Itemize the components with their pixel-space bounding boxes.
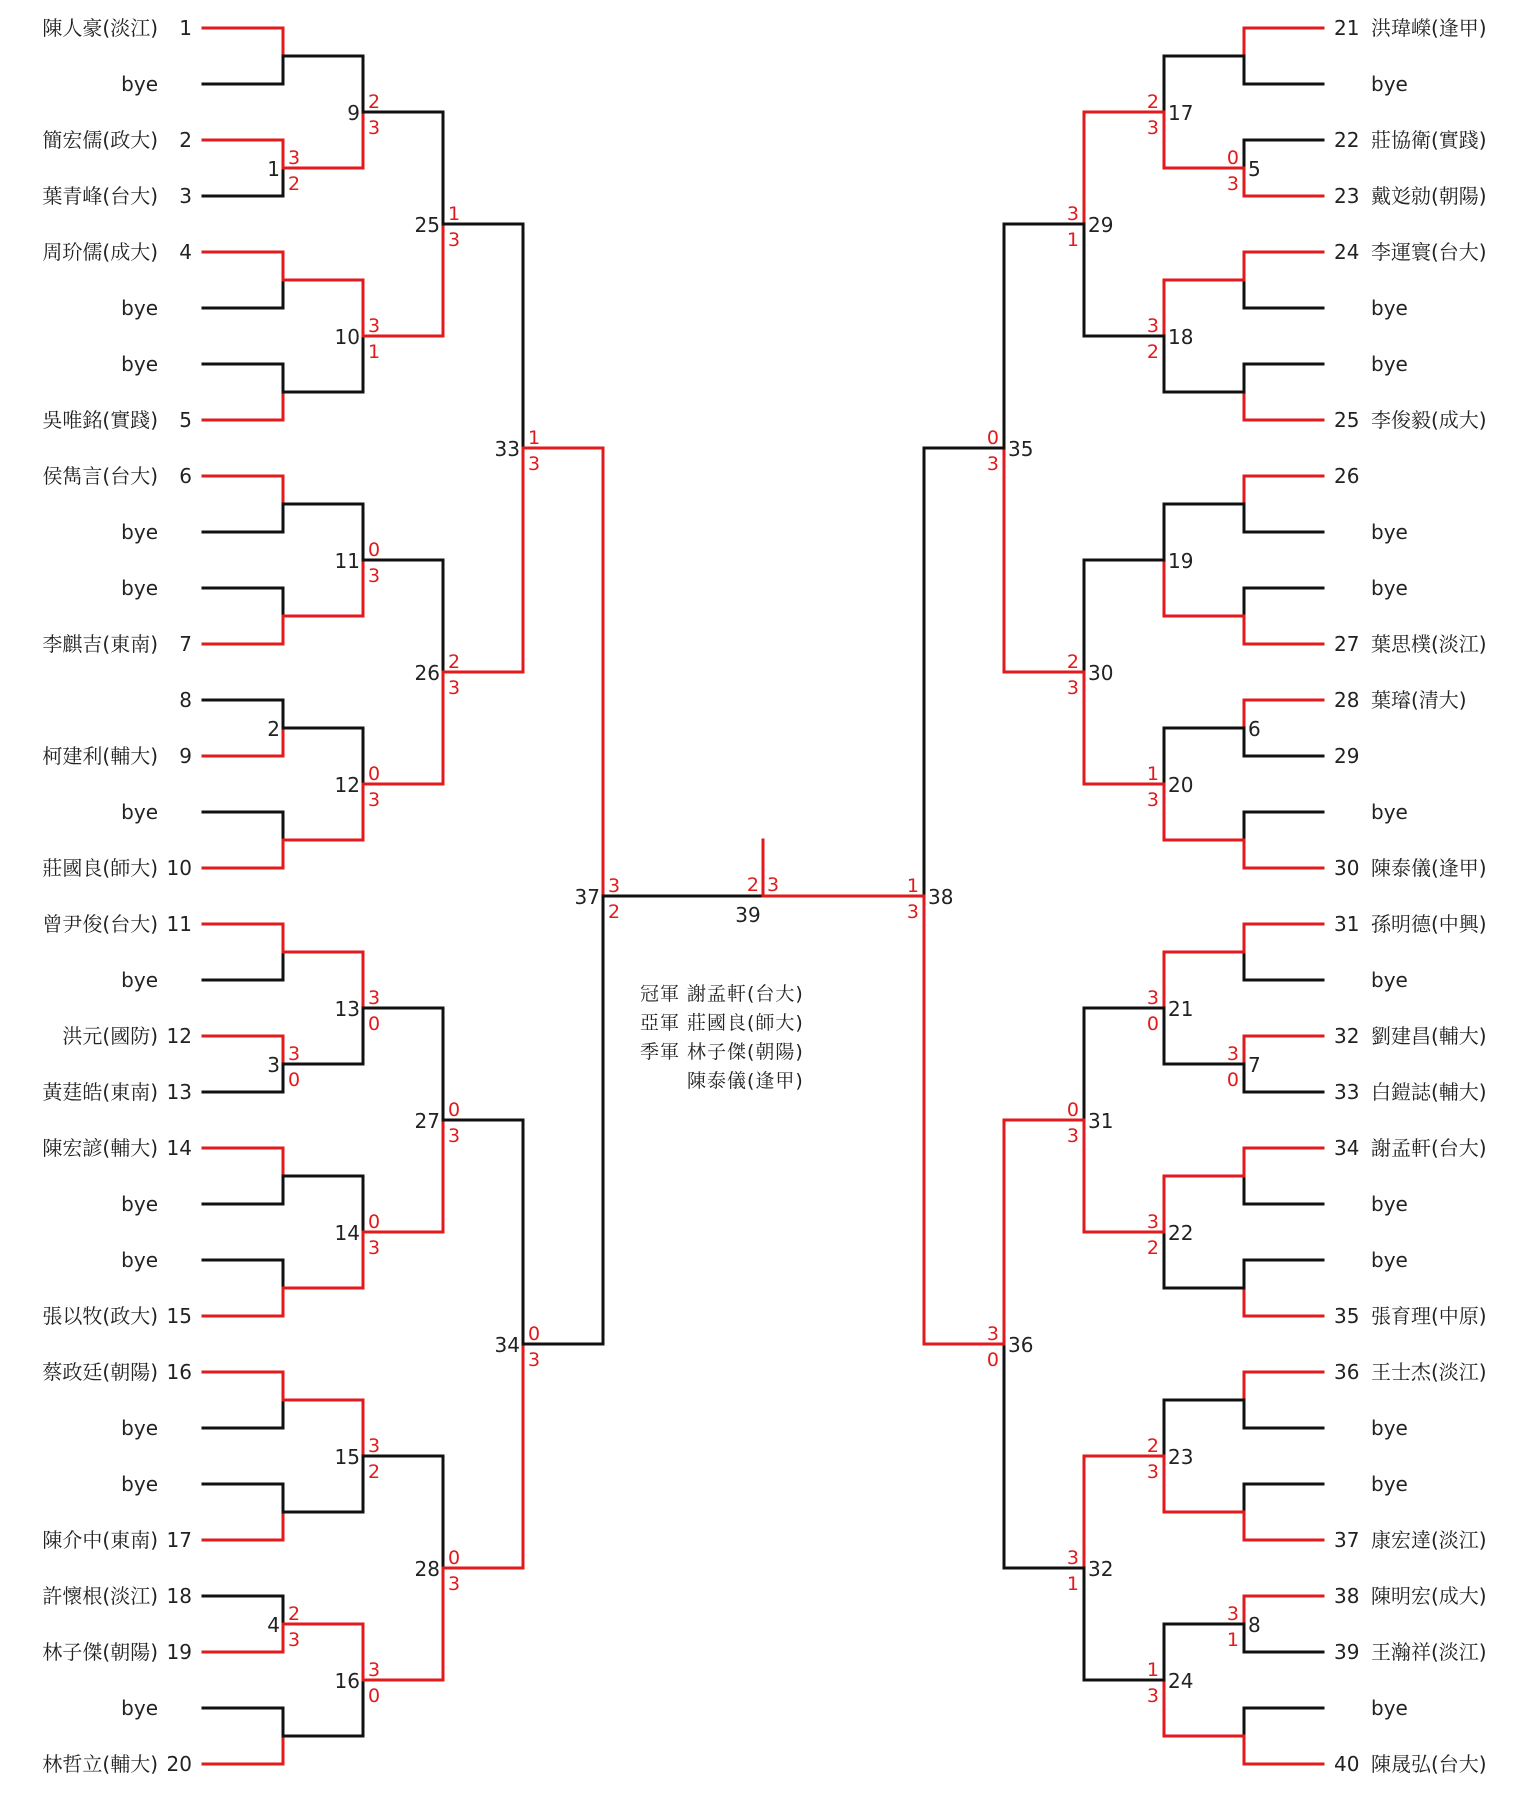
match-number: 12 — [334, 773, 360, 797]
result-third-name-2: 陳泰儀(逢甲) — [687, 1070, 804, 1092]
score-top: 3 — [986, 1323, 999, 1345]
entrant-name: bye — [1371, 72, 1408, 96]
entrant-name: bye — [1371, 520, 1408, 544]
score-top: 0 — [986, 427, 999, 449]
entrant-seed: 30 — [1334, 856, 1360, 880]
entrant-seed: 12 — [166, 1024, 192, 1048]
entrant-name: 莊國良(師大) — [42, 856, 158, 880]
entrant-seed: 22 — [1334, 128, 1360, 152]
score-bottom: 3 — [1066, 1125, 1079, 1147]
entrant-name: 林子傑(朝陽) — [42, 1640, 158, 1664]
score-top: 3 — [1146, 315, 1159, 337]
entrant-name: 李俊毅(成大) — [1371, 408, 1487, 432]
score-bottom: 3 — [528, 1349, 541, 1371]
match-number: 10 — [334, 325, 360, 349]
entrant-seed: 36 — [1334, 1360, 1360, 1384]
score-bottom: 3 — [1146, 1461, 1159, 1483]
entrant-seed: 35 — [1334, 1304, 1360, 1328]
final-match-number: 39 — [735, 903, 761, 927]
entrant-name: 吳唯銘(實踐) — [42, 408, 158, 432]
score-bottom: 2 — [1146, 1237, 1159, 1259]
entrant-name: 洪元(國防) — [62, 1024, 158, 1048]
score-top: 2 — [288, 1603, 301, 1625]
score-bottom: 3 — [448, 229, 461, 251]
entrant-name: 陳明宏(成大) — [1371, 1584, 1487, 1608]
entrant-name: bye — [121, 1248, 158, 1272]
score-top: 3 — [288, 1043, 301, 1065]
match-number: 24 — [1168, 1669, 1194, 1693]
score-bottom: 3 — [1146, 1685, 1159, 1707]
entrant-name: bye — [121, 968, 158, 992]
entrant-name: 洪瑋嶸(逢甲) — [1371, 16, 1487, 40]
score-top: 1 — [528, 427, 541, 449]
match-number: 19 — [1168, 549, 1194, 573]
match-number: 30 — [1088, 661, 1114, 685]
match-number: 33 — [494, 437, 520, 461]
score-top: 3 — [1226, 1603, 1239, 1625]
entrant-name: 許懷根(淡江) — [42, 1584, 158, 1608]
match-number: 38 — [928, 885, 954, 909]
score-top: 0 — [368, 1211, 381, 1233]
entrant-name: 陳宏諺(輔大) — [42, 1136, 158, 1160]
match-number: 31 — [1088, 1109, 1114, 1133]
entrant-name: 曾尹俊(台大) — [42, 912, 158, 936]
entrant-name: bye — [1371, 800, 1408, 824]
score-bottom: 3 — [448, 677, 461, 699]
entrant-seed: 14 — [166, 1136, 192, 1160]
score-top: 3 — [1146, 987, 1159, 1009]
match-number: 23 — [1168, 1445, 1194, 1469]
score-top: 3 — [608, 875, 621, 897]
results-box — [640, 983, 804, 1092]
match-number: 5 — [1248, 157, 1261, 181]
score-top: 1 — [1146, 763, 1159, 785]
score-bottom: 0 — [1146, 1013, 1159, 1035]
score-bottom: 3 — [448, 1573, 461, 1595]
entrant-name: 陳介中(東南) — [42, 1528, 158, 1552]
entrant-seed: 3 — [179, 184, 192, 208]
entrant-seed: 15 — [166, 1304, 192, 1328]
entrant-name: 李麒吉(東南) — [42, 632, 158, 656]
entrant-name: bye — [121, 1192, 158, 1216]
entrant-name: 張以牧(政大) — [42, 1304, 158, 1328]
match-number: 20 — [1168, 773, 1194, 797]
score-bottom: 3 — [288, 1629, 301, 1651]
match-number: 26 — [414, 661, 440, 685]
score-top: 0 — [368, 763, 381, 785]
entrant-name: 白鎧誌(輔大) — [1371, 1080, 1487, 1104]
score-top: 3 — [368, 1659, 381, 1681]
match-number: 16 — [334, 1669, 360, 1693]
match-number: 34 — [494, 1333, 520, 1357]
entrant-name: 李運寰(台大) — [1371, 240, 1487, 264]
entrant-seed: 32 — [1334, 1024, 1360, 1048]
score-bottom: 0 — [1226, 1069, 1239, 1091]
entrant-name: 王士杰(淡江) — [1371, 1360, 1487, 1384]
match-number: 14 — [334, 1221, 360, 1245]
entrant-name: bye — [1371, 296, 1408, 320]
match-number: 8 — [1248, 1613, 1261, 1637]
result-champion-title: 冠軍 — [640, 983, 681, 1005]
final-score-left: 2 — [746, 874, 759, 896]
score-bottom: 3 — [1146, 789, 1159, 811]
match-number: 28 — [414, 1557, 440, 1581]
score-bottom: 3 — [1066, 677, 1079, 699]
score-top: 3 — [368, 315, 381, 337]
result-runnerup-name: 莊國良(師大) — [687, 1012, 804, 1034]
entrant-seed: 38 — [1334, 1584, 1360, 1608]
entrant-seed: 9 — [179, 744, 192, 768]
score-bottom: 0 — [288, 1069, 301, 1091]
result-runnerup-title: 亞軍 — [640, 1012, 681, 1034]
score-top: 3 — [1146, 1211, 1159, 1233]
entrant-name: bye — [1371, 576, 1408, 600]
match-number: 9 — [347, 101, 360, 125]
score-top: 3 — [1066, 203, 1079, 225]
score-top: 2 — [1066, 651, 1079, 673]
entrant-name: 葉璿(清大) — [1371, 688, 1467, 712]
score-bottom: 3 — [986, 453, 999, 475]
score-top: 2 — [1146, 91, 1159, 113]
match-number: 37 — [574, 885, 600, 909]
score-bottom: 2 — [368, 1461, 381, 1483]
score-bottom: 0 — [368, 1685, 381, 1707]
score-top: 3 — [368, 987, 381, 1009]
score-bottom: 1 — [368, 341, 381, 363]
score-top: 0 — [1066, 1099, 1079, 1121]
entrant-name: bye — [121, 1472, 158, 1496]
match-number: 15 — [334, 1445, 360, 1469]
entrant-name: 周玠儒(成大) — [42, 240, 158, 264]
entrant-name: 柯建利(輔大) — [42, 744, 158, 768]
score-top: 3 — [1226, 1043, 1239, 1065]
score-top: 0 — [368, 539, 381, 561]
match-number: 27 — [414, 1109, 440, 1133]
score-bottom: 3 — [906, 901, 919, 923]
entrant-name: 康宏達(淡江) — [1371, 1528, 1487, 1552]
entrant-name: 張育理(中原) — [1371, 1304, 1487, 1328]
entrant-name: 簡宏儒(政大) — [42, 128, 158, 152]
match-number: 22 — [1168, 1221, 1194, 1245]
score-bottom: 1 — [1066, 229, 1079, 251]
entrant-name: bye — [121, 72, 158, 96]
result-third-name: 林子傑(朝陽) — [687, 1041, 804, 1063]
score-top: 2 — [368, 91, 381, 113]
match-number: 35 — [1008, 437, 1034, 461]
score-bottom: 0 — [368, 1013, 381, 1035]
match-number: 21 — [1168, 997, 1194, 1021]
entrant-seed: 1 — [179, 16, 192, 40]
entrant-seed: 27 — [1334, 632, 1360, 656]
match-number: 3 — [267, 1053, 280, 1077]
entrant-name: bye — [1371, 968, 1408, 992]
entrant-seed: 26 — [1334, 464, 1360, 488]
match-number: 6 — [1248, 717, 1261, 741]
entrant-name: bye — [121, 576, 158, 600]
score-top: 0 — [1226, 147, 1239, 169]
match-number: 2 — [267, 717, 280, 741]
entrant-seed: 2 — [179, 128, 192, 152]
entrant-seed: 4 — [179, 240, 192, 264]
entrant-name: bye — [1371, 352, 1408, 376]
entrant-name: 葉思樸(淡江) — [1371, 632, 1487, 656]
entrant-seed: 10 — [166, 856, 192, 880]
entrant-name: 陳泰儀(逢甲) — [1371, 856, 1487, 880]
match-number: 11 — [334, 549, 360, 573]
score-bottom: 2 — [608, 901, 621, 923]
entrant-seed: 6 — [179, 464, 192, 488]
score-top: 0 — [528, 1323, 541, 1345]
entrant-seed: 37 — [1334, 1528, 1360, 1552]
entrant-name: 陳晟弘(台大) — [1371, 1752, 1487, 1776]
entrant-seed: 19 — [166, 1640, 192, 1664]
entrant-seed: 33 — [1334, 1080, 1360, 1104]
match-number: 32 — [1088, 1557, 1114, 1581]
entrant-seed: 28 — [1334, 688, 1360, 712]
bracket-lines — [203, 28, 1323, 1764]
score-bottom: 3 — [368, 789, 381, 811]
score-bottom: 2 — [288, 173, 301, 195]
score-bottom: 0 — [986, 1349, 999, 1371]
entrant-name: bye — [121, 352, 158, 376]
score-bottom: 1 — [1226, 1629, 1239, 1651]
score-bottom: 3 — [368, 1237, 381, 1259]
entrant-seed: 39 — [1334, 1640, 1360, 1664]
entrant-name: 林哲立(輔大) — [42, 1752, 158, 1776]
score-top: 0 — [448, 1547, 461, 1569]
entrant-name: bye — [1371, 1192, 1408, 1216]
match-number: 13 — [334, 997, 360, 1021]
entrant-seed: 17 — [166, 1528, 192, 1552]
score-bottom: 3 — [1146, 117, 1159, 139]
entrant-seed: 11 — [166, 912, 192, 936]
match-number: 17 — [1168, 101, 1194, 125]
entrant-name: 孫明德(中興) — [1371, 912, 1487, 936]
entrant-seed: 24 — [1334, 240, 1360, 264]
score-top: 2 — [448, 651, 461, 673]
entrant-seed: 40 — [1334, 1752, 1360, 1776]
score-top: 2 — [1146, 1435, 1159, 1457]
match-number: 29 — [1088, 213, 1114, 237]
entrant-name: 侯雋言(台大) — [42, 464, 158, 488]
score-bottom: 1 — [1066, 1573, 1079, 1595]
entrant-seed: 21 — [1334, 16, 1360, 40]
match-number: 1 — [267, 157, 280, 181]
match-number: 36 — [1008, 1333, 1034, 1357]
score-top: 3 — [1066, 1547, 1079, 1569]
result-third-title: 季軍 — [640, 1041, 681, 1063]
score-bottom: 3 — [368, 565, 381, 587]
match-number: 7 — [1248, 1053, 1261, 1077]
score-top: 3 — [368, 1435, 381, 1457]
entrant-name: 莊協衛(實踐) — [1371, 128, 1487, 152]
score-top: 3 — [288, 147, 301, 169]
entrant-name: bye — [121, 520, 158, 544]
final-score-right: 3 — [767, 874, 780, 896]
entrant-name: bye — [121, 296, 158, 320]
entrant-name: 王瀚祥(淡江) — [1371, 1640, 1487, 1664]
match-number: 18 — [1168, 325, 1194, 349]
entrant-seed: 20 — [166, 1752, 192, 1776]
score-top: 1 — [906, 875, 919, 897]
match-number: 25 — [414, 213, 440, 237]
entrant-name: bye — [1371, 1472, 1408, 1496]
entrant-seed: 16 — [166, 1360, 192, 1384]
entrant-name: bye — [121, 1416, 158, 1440]
entrant-seed: 13 — [166, 1080, 192, 1104]
entrant-seed: 23 — [1334, 184, 1360, 208]
entrant-name: 陳人豪(淡江) — [42, 16, 158, 40]
score-bottom: 3 — [1226, 173, 1239, 195]
score-bottom: 3 — [448, 1125, 461, 1147]
entrant-name: 葉青峰(台大) — [42, 184, 158, 208]
entrant-name: bye — [121, 1696, 158, 1720]
entrant-seed: 34 — [1334, 1136, 1360, 1160]
entrant-seed: 29 — [1334, 744, 1360, 768]
entrant-seed: 31 — [1334, 912, 1360, 936]
entrant-name: 劉建昌(輔大) — [1371, 1024, 1487, 1048]
result-champion-name: 謝孟軒(台大) — [687, 983, 804, 1005]
score-top: 0 — [448, 1099, 461, 1121]
entrant-name: bye — [121, 800, 158, 824]
entrant-name: 黃莛皓(東南) — [42, 1080, 158, 1104]
entrant-seed: 8 — [179, 688, 192, 712]
entrant-seed: 7 — [179, 632, 192, 656]
score-bottom: 3 — [368, 117, 381, 139]
score-bottom: 2 — [1146, 341, 1159, 363]
score-bottom: 3 — [528, 453, 541, 475]
score-top: 1 — [448, 203, 461, 225]
match-number: 4 — [267, 1613, 280, 1637]
score-top: 1 — [1146, 1659, 1159, 1681]
entrant-name: bye — [1371, 1248, 1408, 1272]
entrant-seed: 18 — [166, 1584, 192, 1608]
entrant-name: bye — [1371, 1696, 1408, 1720]
entrant-name: 戴彣勍(朝陽) — [1371, 184, 1487, 208]
entrant-name: bye — [1371, 1416, 1408, 1440]
entrant-seed: 25 — [1334, 408, 1360, 432]
entrant-name: 謝孟軒(台大) — [1371, 1136, 1487, 1160]
entrant-name: 蔡政廷(朝陽) — [42, 1360, 158, 1384]
entrant-seed: 5 — [179, 408, 192, 432]
